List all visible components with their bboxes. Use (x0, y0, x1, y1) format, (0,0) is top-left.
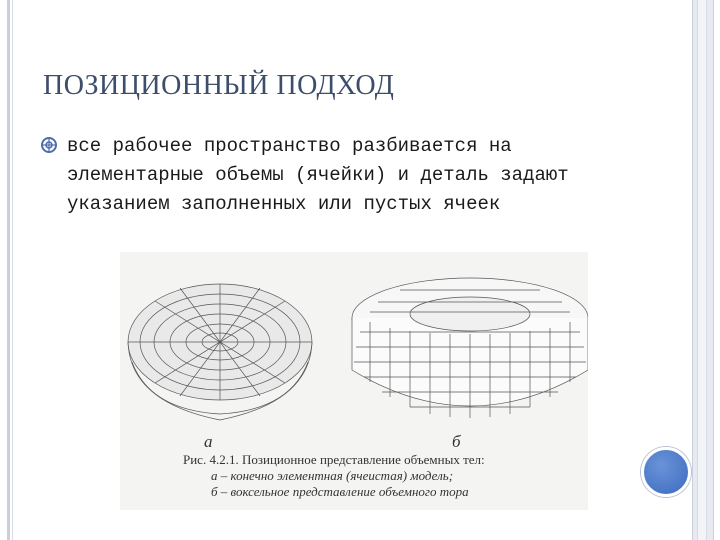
slide-frame-right-inner (697, 0, 707, 540)
caption-line-1: Рис. 4.2.1. Позиционное представление объемных тел: (183, 452, 485, 467)
figure-image (120, 252, 588, 510)
figure-label-a: а (204, 432, 213, 451)
slide-frame-left-line (12, 0, 13, 540)
bullet-item (40, 132, 600, 219)
bullet-text: все рабочее пространство разбивается на элементарные объемы (ячейки) и деталь задают указанием заполненных или пустых ячеек (67, 135, 569, 215)
ring-bullet-icon (40, 136, 58, 154)
figure-caption (183, 452, 485, 500)
caption-line-2: а – конечно элементная (ячеистая) модель; (211, 468, 454, 483)
mesh-torus-drawing (128, 284, 312, 420)
decorative-circle-icon (641, 447, 691, 497)
slide-title: ПОЗИЦИОННЫЙ ПОДХОД (43, 70, 395, 101)
slide-frame-left (7, 0, 10, 540)
figure-label-b: б (452, 432, 461, 451)
caption-line-3: б – воксельное представление объемного тора (211, 484, 469, 499)
voxel-torus-drawing (352, 278, 588, 418)
